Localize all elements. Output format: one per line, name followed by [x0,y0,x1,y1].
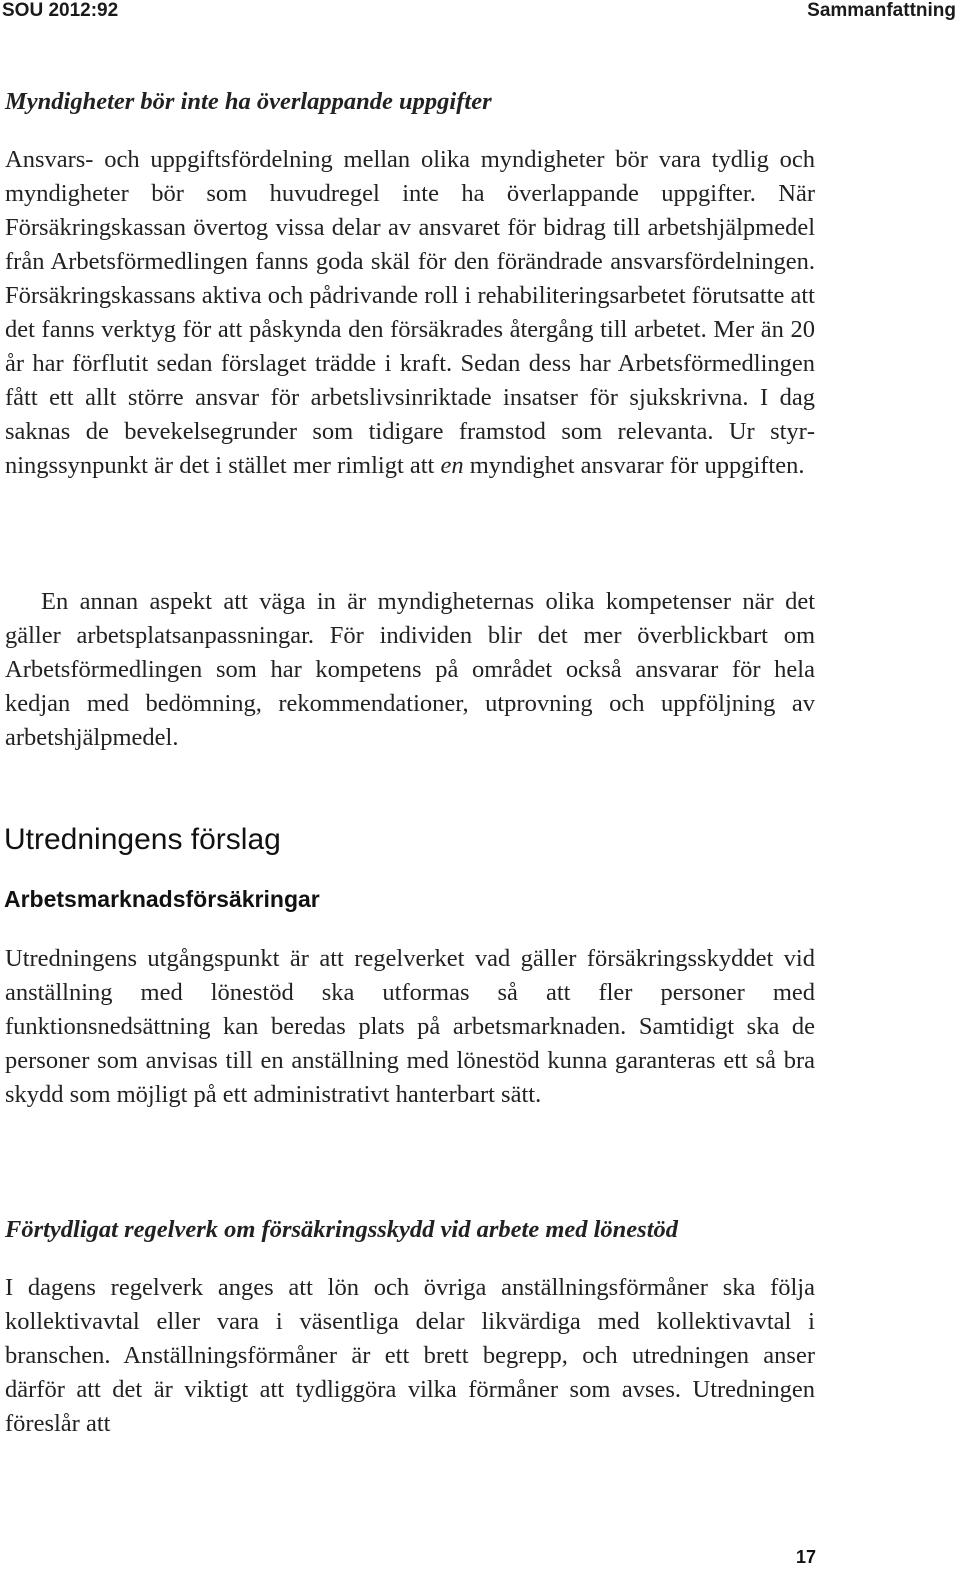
subsection-heading-insurance: Arbetsmarknadsförsäkringar [4,886,320,912]
report-id: SOU 2012:92 [2,0,119,21]
body-paragraph: En annan aspekt att väga in är myndigheternas olika kompetenser när det gäller arbetsplatsanpassningar. För individen blir det mer överblickbart om Arbetsförmedlingen som har kompetens på området också ansvarar för hela kedjan med bedömning, rekommendationer, utprovning och uppföljning av arbetshjälpmedel. [5,588,815,751]
paragraph-text: Ansvars- och uppgiftsfördelning mellan olika myndigheter bör vara tydlig och myndigheter bör som huvudregel inte ha överlappande uppgifter. När Försäkringskassan övertog vissa delar av ansvaret för bidrag till arbetshjälpmedel från Arbetsförmedlingen fanns goda skäl för den förändrade ansvarsfördelningen. Försäkringskassans aktiva och pådrivande roll i rehabiliteringsarbetet förutsatte att det fanns verktyg för att påskynda den försäkrades återgång till arbetet. Mer än 20 år har förflutit sedan förslaget trädde i kraft. Sedan dess har Arbetsförmedlingen fått ett allt större ansvar för arbetslivsinriktade insatser för sjukskrivna. I dag saknas de bevekelsegrunder som tidigare framstod som relevanta. Ur styrningssynpunkt är det i stället mer rimligt att [5,146,815,479]
body-paragraph [5,143,815,483]
page-number: 17 [795,1547,816,1567]
section-heading-clarified-rules: Förtydligat regelverk om försäkringsskydd vid arbete med lönestöd [5,1216,679,1243]
body-paragraph: I dagens regelverk anges att lön och övriga anställningsförmåner ska följa kollektivavtal eller vara i väsentliga delar likvärdiga med kollektivavtal i branschen. Anställningsförmåner är ett brett begrepp, och utredningen anser därför att det är viktigt att tydliggöra vilka förmåner som avses. Utredningen föreslår att [5,1274,815,1437]
chapter-title: Sammanfattning [807,0,956,21]
section-heading-overlapping-tasks: Myndigheter bör inte ha överlappande uppgifter [5,88,492,115]
paragraph-text-end: myndighet ansvarar för uppgiften. [469,452,805,479]
emphasis-text: en [440,452,464,479]
running-header [0,0,960,26]
body-paragraph: Utredningens utgångspunkt är att regelverket vad gäller försäkringsskyddet vid anställning med lönestöd ska utformas så att fler personer med funktionsnedsättning kan beredas plats på arbetsmarknaden. Samtidigt ska de personer som anvisas till en anställning med lönestöd kunna garanteras ett så bra skydd som möjligt på ett administrativt hanterbart sätt. [5,945,815,1108]
section-heading-proposals: Utredningens förslag [4,823,281,856]
